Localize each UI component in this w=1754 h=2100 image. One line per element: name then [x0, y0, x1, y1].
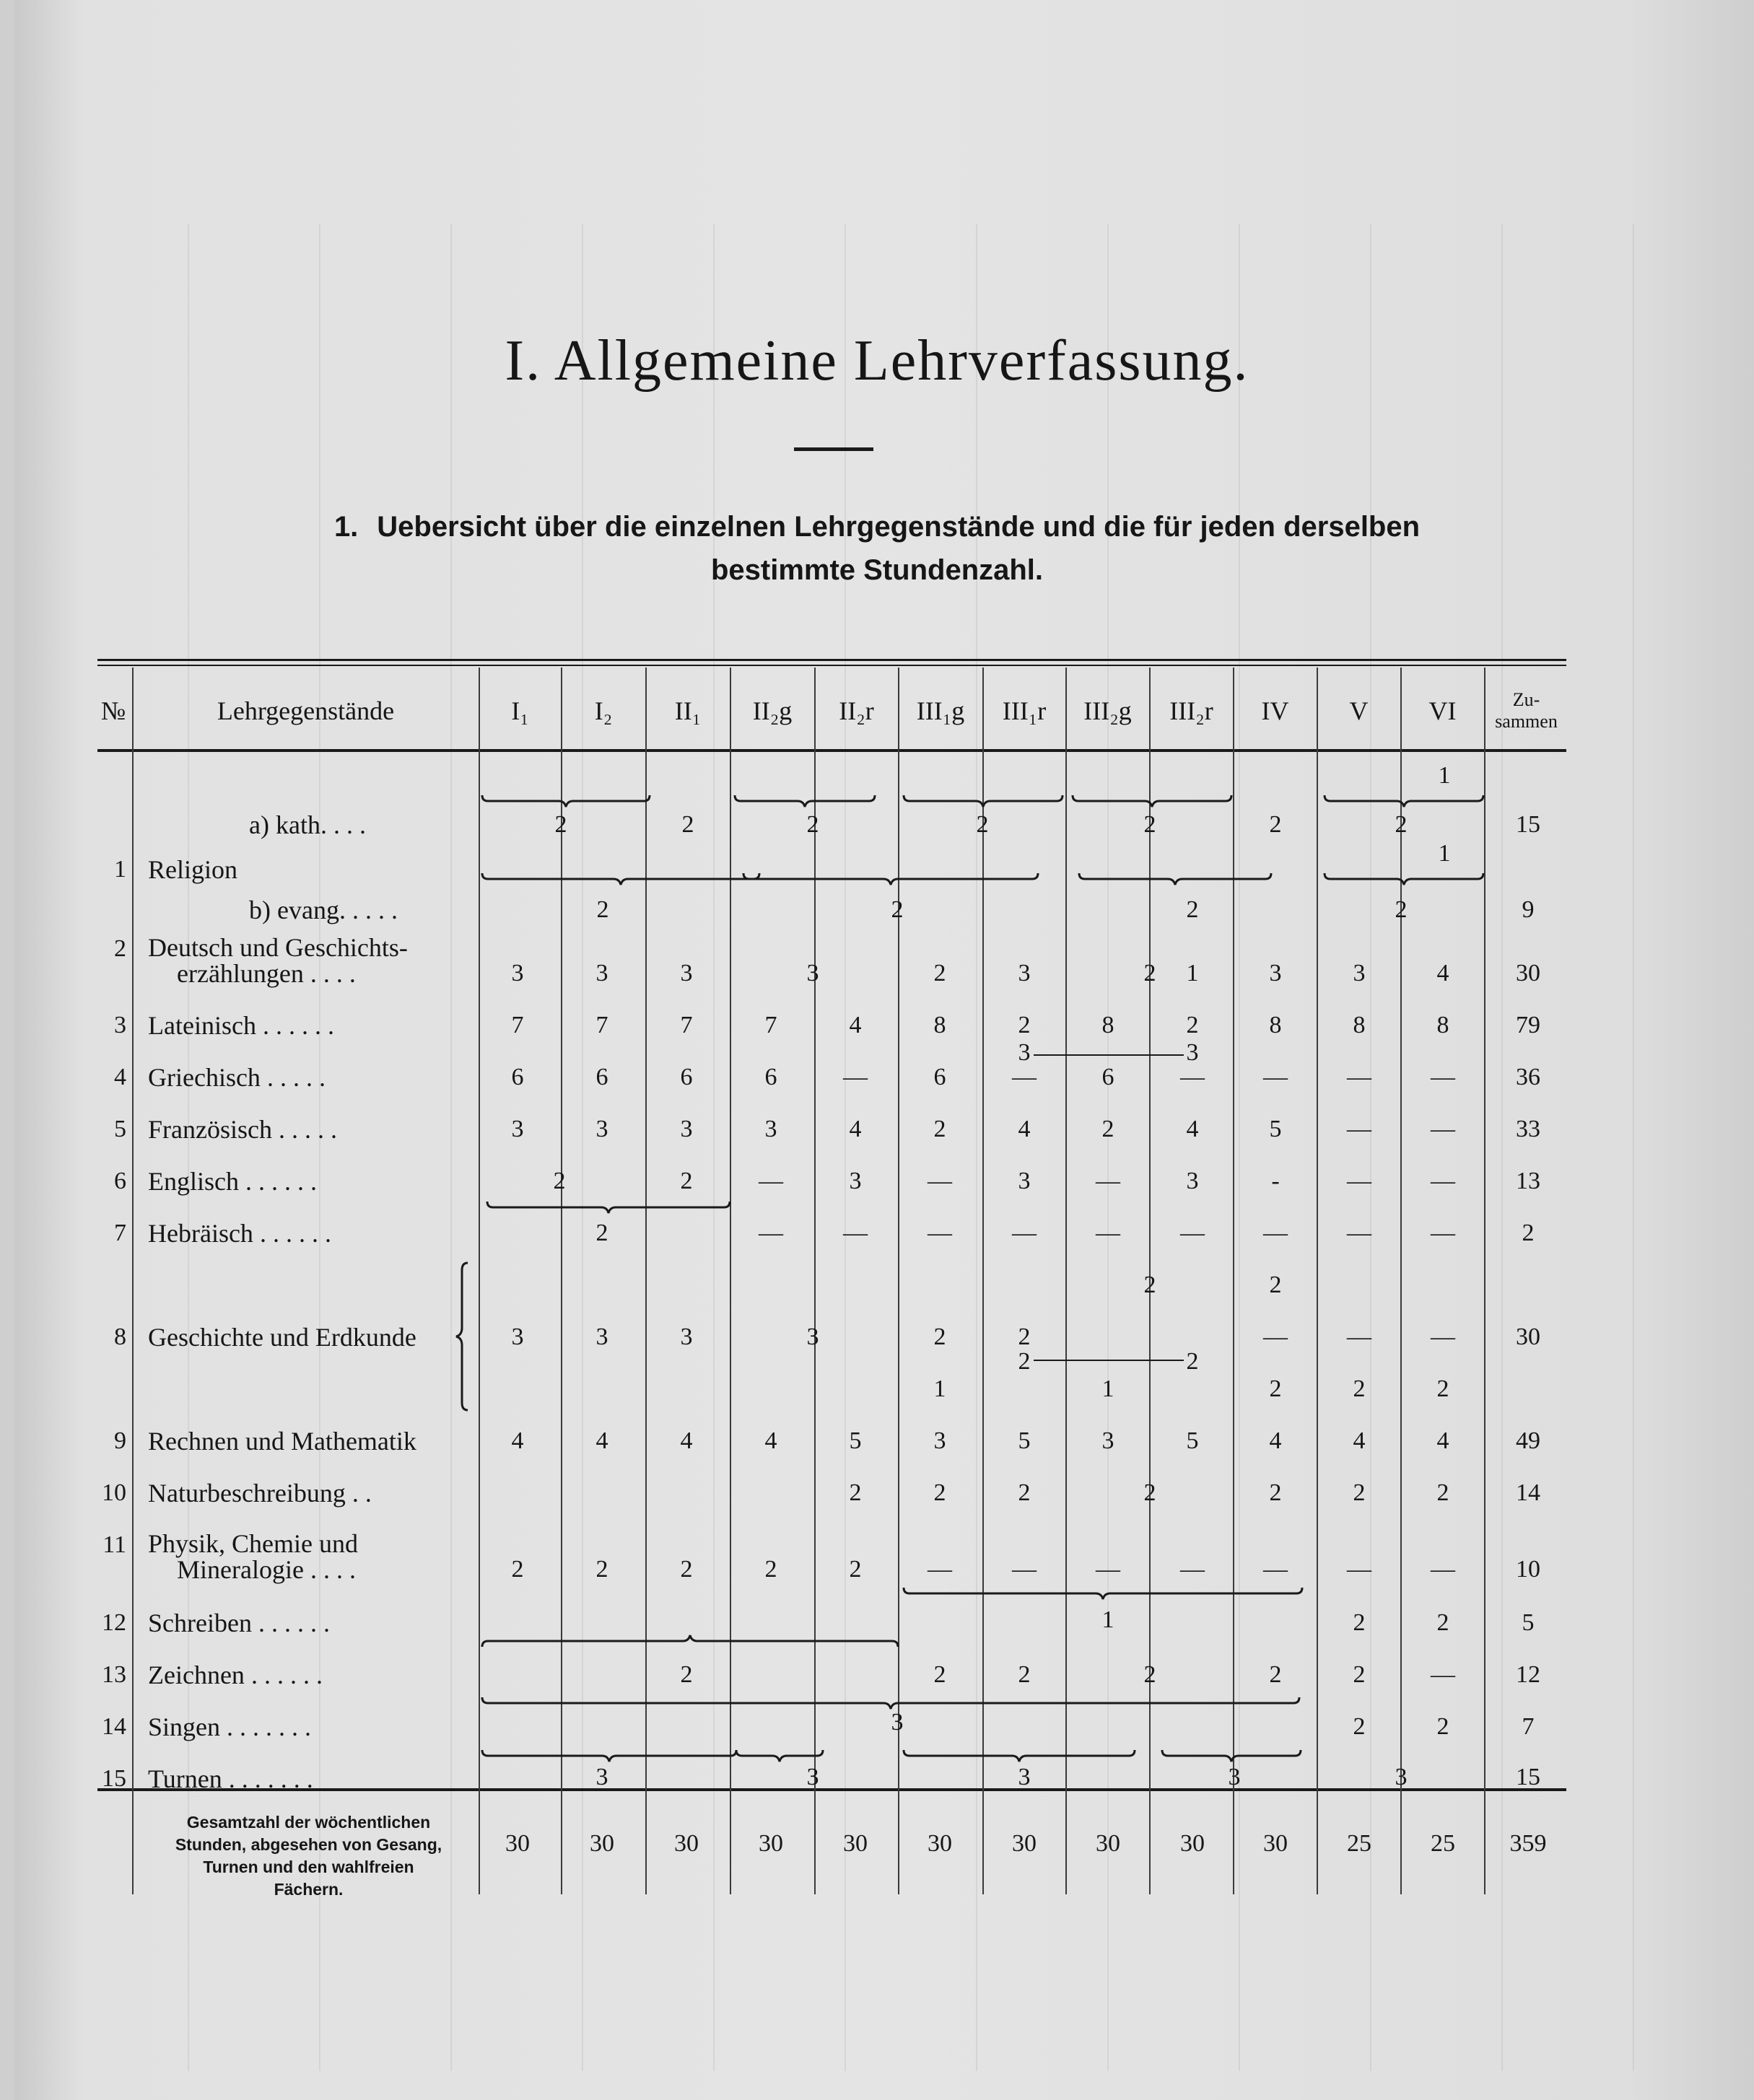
column-rule [645, 668, 647, 1894]
header-class-II2g: II₂g [752, 696, 793, 725]
cell-griech-II2g: 6 [764, 1064, 777, 1090]
cell-latein-III2g: 8 [1101, 1012, 1114, 1038]
column-rule [132, 668, 134, 1894]
cell-griech-III1g: 6 [933, 1064, 946, 1090]
cell-deutsch-III2g: 2 [1143, 960, 1156, 986]
header-class-III1g: III₁g [916, 696, 965, 725]
cell-hebr-II2g: — [759, 1220, 783, 1246]
cell-engl-II1: 2 [680, 1168, 693, 1194]
table-top-rule [97, 659, 1566, 661]
cell-evang-VVI: 2 [1395, 896, 1408, 923]
cell-natur-III1g: 2 [933, 1479, 946, 1506]
column-rule [1233, 668, 1234, 1894]
cell-turnen-III2: 3 [1228, 1764, 1241, 1790]
row-name: Lateinisch . . . . . . [148, 1011, 334, 1040]
cell-natur-IV: 2 [1269, 1479, 1282, 1506]
cell-hebr-II2r: — [843, 1220, 868, 1246]
total-III1r: 30 [1012, 1830, 1037, 1857]
cell-kath-IV: 2 [1269, 811, 1282, 838]
cell-hebr-IV: — [1263, 1220, 1288, 1246]
cell-engl-total: 13 [1516, 1168, 1540, 1194]
cell-franz-II1: 3 [680, 1116, 693, 1142]
row-number: 5 [114, 1116, 126, 1142]
cell-physik-total: 10 [1516, 1556, 1540, 1583]
cell-franz-total: 33 [1516, 1116, 1540, 1142]
total-V: 25 [1347, 1830, 1371, 1857]
total-III1g: 30 [928, 1830, 952, 1857]
cell-math-III1r: 5 [1018, 1427, 1031, 1454]
cell-gesch-II2: 3 [806, 1324, 819, 1350]
cell-griech-III1r: — [1012, 1064, 1037, 1090]
cell-franz-II2g: 3 [764, 1116, 777, 1142]
cell-latein-III2r: 2 [1186, 1012, 1199, 1038]
cell-math-V: 4 [1353, 1427, 1366, 1454]
cell-deutsch-V: 3 [1353, 960, 1366, 986]
cell-physik-III2r: — [1180, 1556, 1205, 1583]
total-III2g: 30 [1096, 1830, 1120, 1857]
cell-schreib-VI: 2 [1436, 1609, 1449, 1636]
row-name: Griechisch . . . . . [148, 1063, 326, 1092]
row-number: 11 [102, 1531, 126, 1558]
cell-griech-V: — [1347, 1064, 1371, 1090]
cell-physik-I1: 2 [511, 1556, 524, 1583]
row-name: Naturbeschreibung . . [148, 1479, 372, 1508]
cell-griech-I2: 6 [595, 1064, 608, 1090]
cell-engl-I: 2 [553, 1168, 566, 1194]
cell-deutsch-II1: 3 [680, 960, 693, 986]
cell-latein-IV: 8 [1269, 1012, 1282, 1038]
cell-natur-total: 14 [1516, 1479, 1540, 1506]
caption-number: 1. [333, 511, 359, 543]
cell-griech-IV: — [1263, 1064, 1288, 1090]
religion-evang-label: b) evang. . . . . [249, 896, 398, 924]
cell-zeichn-total: 12 [1516, 1661, 1540, 1688]
cell-kath-total: 15 [1516, 811, 1540, 838]
cell-physik-III2g: — [1096, 1556, 1120, 1583]
cell-engl-III1g: — [928, 1168, 952, 1194]
cell-math-I1: 4 [511, 1427, 524, 1454]
header-class-V: V [1349, 696, 1369, 725]
cell-kath-II1: 2 [681, 811, 694, 838]
header-total [1485, 689, 1568, 732]
row-number: 10 [102, 1479, 126, 1506]
cell-deutsch-IV: 3 [1269, 960, 1282, 986]
cell-schreib-III: 1 [1101, 1606, 1114, 1633]
cell-engl-III1r: 3 [1018, 1168, 1031, 1194]
header-class-III2g: III₂g [1083, 696, 1132, 725]
cell-math-total: 49 [1516, 1427, 1540, 1454]
cell-engl-VI: — [1431, 1168, 1455, 1194]
cell-latein-III1g: 8 [933, 1012, 946, 1038]
cell-kath-VI-bottom: 1 [1438, 840, 1451, 867]
cell-zeichn-I-II: 2 [680, 1661, 693, 1688]
cell-math-III1g: 3 [933, 1427, 946, 1454]
cell-latein-extra-III2r: 3 [1186, 1039, 1199, 1066]
cell-gesch-III2r-b: 2 [1186, 1348, 1199, 1375]
cell-franz-V: — [1347, 1116, 1371, 1142]
row-name: Rechnen und Mathematik [148, 1427, 416, 1456]
cell-hebr-total: 2 [1522, 1220, 1535, 1246]
row-name-cont: erzählungen . . . . [177, 959, 356, 988]
cell-franz-III1g: 2 [933, 1116, 946, 1142]
column-rule [1065, 668, 1067, 1894]
cell-deutsch-II2: 3 [806, 960, 819, 986]
cell-kath-III1: 2 [976, 811, 989, 838]
cell-kath-VI-top: 1 [1438, 762, 1451, 789]
cell-gesch-upper-IV: 2 [1269, 1272, 1282, 1298]
row-name: Schreiben . . . . . . [148, 1609, 330, 1637]
row-name: Geschichte und Erdkunde [148, 1323, 416, 1352]
cell-gesch-V: — [1347, 1324, 1371, 1350]
column-rule [479, 668, 480, 1894]
cell-singen-total: 7 [1522, 1713, 1535, 1740]
row-number: 3 [114, 1012, 126, 1038]
header-bottom-rule [97, 749, 1566, 752]
cell-hebr-III1g: — [928, 1220, 952, 1246]
row-number: 6 [114, 1168, 126, 1194]
total-grand: 359 [1509, 1830, 1547, 1857]
cell-engl-II2r: 3 [849, 1168, 862, 1194]
cell-latein-I2: 7 [595, 1012, 608, 1038]
cell-turnen-total: 15 [1516, 1764, 1540, 1790]
cell-franz-III2g: 2 [1101, 1116, 1114, 1142]
table-top-rule-inner [97, 665, 1566, 666]
title-rule [794, 447, 873, 451]
cell-latein-VI: 8 [1436, 1012, 1449, 1038]
cell-physik-II2r: 2 [849, 1556, 862, 1583]
cell-kath-III2: 2 [1143, 811, 1156, 838]
caption-line-2: bestimmte Stundenzahl. [710, 554, 1044, 586]
cell-zeichn-III1g: 2 [933, 1661, 946, 1688]
column-rule [814, 668, 816, 1894]
cell-gesch-lower-III2g: 1 [1101, 1375, 1114, 1402]
cell-singen-V: 2 [1353, 1713, 1366, 1740]
cell-math-III2g: 3 [1101, 1427, 1114, 1454]
cell-latein-extra-III1r: 3 [1018, 1039, 1031, 1066]
cell-gesch-upper-III2r: 2 [1143, 1272, 1156, 1298]
header-class-I2: I₂ [594, 696, 613, 725]
column-rule [1400, 668, 1402, 1894]
row-number: 4 [114, 1064, 126, 1090]
header-class-II2r: II₂r [839, 696, 874, 725]
bleed-through-texture [58, 224, 1718, 2071]
cell-franz-III2r: 4 [1186, 1116, 1199, 1142]
cell-physik-III1g: — [928, 1556, 952, 1583]
cell-math-VI: 4 [1436, 1427, 1449, 1454]
cell-deutsch-III1g: 2 [933, 960, 946, 986]
header-class-I1: I₁ [511, 696, 529, 725]
row-number: 15 [102, 1765, 126, 1792]
cell-deutsch-I2: 3 [595, 960, 608, 986]
cell-turnen-II: 3 [806, 1764, 819, 1790]
cell-engl-III2g: — [1096, 1168, 1120, 1194]
cell-griech-III2g: 6 [1101, 1064, 1114, 1090]
cell-griech-III2r: — [1180, 1064, 1205, 1090]
row-number: 7 [114, 1220, 126, 1246]
cell-natur-II2r: 2 [849, 1479, 862, 1506]
cell-math-II2g: 4 [764, 1427, 777, 1454]
header-class-II1: II₁ [674, 696, 702, 725]
cell-engl-II2g: — [759, 1168, 783, 1194]
header-subject: Lehrgegenstände [217, 696, 395, 725]
header-class-VI: VI [1428, 696, 1457, 725]
cell-evang-I: 2 [596, 896, 609, 923]
cell-gesch-lower-V: 2 [1353, 1375, 1366, 1402]
cell-hebr-III2r: — [1180, 1220, 1205, 1246]
row-name: Deutsch und Geschichts- [148, 933, 408, 962]
table-caption [0, 505, 1754, 592]
cell-natur-V: 2 [1353, 1479, 1366, 1506]
cell-evang-III2: 2 [1186, 896, 1199, 923]
cell-franz-VI: — [1431, 1116, 1455, 1142]
cell-griech-I1: 6 [511, 1064, 524, 1090]
total-VI: 25 [1431, 1830, 1455, 1857]
total-II1: 30 [674, 1830, 699, 1857]
cell-griech-total: 36 [1516, 1064, 1540, 1090]
total-I1: 30 [505, 1830, 530, 1857]
cell-deutsch-III2r: 1 [1186, 960, 1199, 986]
column-rule [1484, 668, 1485, 1894]
cell-hebr-VI: — [1431, 1220, 1455, 1246]
cell-turnen-III1: 3 [1018, 1764, 1031, 1790]
cell-latein-II2g: 7 [764, 1012, 777, 1038]
row-number: 9 [114, 1427, 126, 1454]
cell-latein-total: 79 [1516, 1012, 1540, 1038]
cell-gesch-I2: 3 [595, 1324, 608, 1350]
cell-evang-II: 2 [891, 896, 904, 923]
row-name: Zeichnen . . . . . . [148, 1661, 323, 1689]
cell-turnen-I: 3 [595, 1764, 608, 1790]
cell-math-II1: 4 [680, 1427, 693, 1454]
cell-gesch-III1r-b: 2 [1018, 1348, 1031, 1375]
cell-deutsch-I1: 3 [511, 960, 524, 986]
cell-kath-I: 2 [554, 811, 567, 838]
cell-zeichn-VI: — [1431, 1661, 1455, 1688]
column-rule [561, 668, 562, 1894]
cell-engl-V: — [1347, 1168, 1371, 1194]
cell-franz-IV: 5 [1269, 1116, 1282, 1142]
cell-gesch-VI: — [1431, 1324, 1455, 1350]
total-II2r: 30 [843, 1830, 868, 1857]
cell-kath-II: 2 [806, 811, 819, 838]
row-name: Hebräisch . . . . . . [148, 1219, 331, 1248]
cell-math-IV: 4 [1269, 1427, 1282, 1454]
cell-latein-II1: 7 [680, 1012, 693, 1038]
cell-engl-IV: - [1271, 1168, 1280, 1194]
cell-hebr-III2g: — [1096, 1220, 1120, 1246]
page-title: I. Allgemeine Lehrverfassung. [505, 329, 1249, 393]
header-total-line-1: Zu- [1512, 689, 1540, 710]
cell-physik-VI: — [1431, 1556, 1455, 1583]
cell-physik-I2: 2 [595, 1556, 608, 1583]
row-name: Singen . . . . . . . [148, 1712, 312, 1741]
cell-gesch-lower-III1g: 1 [933, 1375, 946, 1402]
cell-deutsch-VI: 4 [1436, 960, 1449, 986]
cell-latein-I1: 7 [511, 1012, 524, 1038]
cell-schreib-V: 2 [1353, 1609, 1366, 1636]
cell-math-I2: 4 [595, 1427, 608, 1454]
cell-gesch-I1: 3 [511, 1324, 524, 1350]
cell-latein-III1r: 2 [1018, 1012, 1031, 1038]
header-class-III1r: III₁r [1002, 696, 1047, 725]
cell-singen-I-IV: 3 [891, 1709, 904, 1736]
cell-physik-II2g: 2 [764, 1556, 777, 1583]
cell-gesch-II1: 3 [680, 1324, 693, 1350]
cell-deutsch-III1r: 3 [1018, 960, 1031, 986]
cell-gesch-IV: — [1263, 1324, 1288, 1350]
column-rule [730, 668, 731, 1894]
row-number: 12 [102, 1609, 126, 1636]
cell-singen-VI: 2 [1436, 1713, 1449, 1740]
header-class-IV: IV [1261, 696, 1289, 725]
total-II2g: 30 [759, 1830, 783, 1857]
caption-line-1: Uebersicht über die einzelnen Lehrgegenstände und die für jeden derselben [377, 511, 1421, 543]
total-IV: 30 [1263, 1830, 1288, 1857]
column-rule [1317, 668, 1318, 1894]
row-name: Physik, Chemie und [148, 1529, 359, 1558]
cell-natur-III2: 2 [1143, 1479, 1156, 1506]
cell-gesch-III1r: 2 [1018, 1324, 1031, 1350]
cell-latein-II2r: 4 [849, 1012, 862, 1038]
cell-franz-III1r: 4 [1018, 1116, 1031, 1142]
cell-physik-III1r: — [1012, 1556, 1037, 1583]
cell-griech-VI: — [1431, 1064, 1455, 1090]
cell-kath-VVI: 2 [1395, 811, 1408, 838]
religion-label: Religion [148, 855, 237, 884]
cell-physik-V: — [1347, 1556, 1371, 1583]
column-rule [982, 668, 984, 1894]
cell-physik-IV: — [1263, 1556, 1288, 1583]
row-name: Französisch . . . . . [148, 1115, 337, 1144]
cell-gesch-total: 30 [1516, 1324, 1540, 1350]
cell-natur-III1r: 2 [1018, 1479, 1031, 1506]
total-III2r: 30 [1180, 1830, 1205, 1857]
row-name-cont: Mineralogie . . . . [177, 1555, 356, 1584]
cell-zeichn-IV: 2 [1269, 1661, 1282, 1688]
row-number: 13 [102, 1661, 126, 1688]
cell-engl-III2r: 3 [1186, 1168, 1199, 1194]
cell-griech-II2r: — [843, 1064, 868, 1090]
cell-math-II2r: 5 [849, 1427, 862, 1454]
cell-physik-II1: 2 [680, 1556, 693, 1583]
cell-franz-II2r: 4 [849, 1116, 862, 1142]
cell-math-III2r: 5 [1186, 1427, 1199, 1454]
total-I2: 30 [590, 1830, 614, 1857]
cell-hebr-V: — [1347, 1220, 1371, 1246]
cell-hebr-III1r: — [1012, 1220, 1037, 1246]
row-number: 2 [114, 935, 126, 962]
cell-zeichn-III2: 2 [1143, 1661, 1156, 1688]
cell-zeichn-V: 2 [1353, 1661, 1366, 1688]
cell-evang-total: 9 [1522, 896, 1535, 923]
row-number: 14 [102, 1713, 126, 1740]
cell-schreib-total: 5 [1522, 1609, 1535, 1636]
row-number: 1 [114, 856, 126, 883]
cell-gesch-lower-VI: 2 [1436, 1375, 1449, 1402]
header-total-line-2: sammen [1495, 711, 1558, 732]
cell-hebr-I: 2 [595, 1220, 608, 1246]
row-name: Englisch . . . . . . [148, 1167, 317, 1196]
religion-kath-label: a) kath. . . . [249, 810, 366, 839]
cell-latein-V: 8 [1353, 1012, 1366, 1038]
totals-note: Gesamtzahl der wöchentlichen Stunden, abgesehen von Gesang, Turnen und den wahlfreien Fächern. [175, 1813, 442, 1899]
cell-zeichn-III1r: 2 [1018, 1661, 1031, 1688]
cell-franz-I1: 3 [511, 1116, 524, 1142]
cell-turnen-V-VI: 3 [1395, 1764, 1408, 1790]
cell-natur-VI: 2 [1436, 1479, 1449, 1506]
header-class-III2r: III₂r [1169, 696, 1213, 725]
cell-franz-I2: 3 [595, 1116, 608, 1142]
row-number: 8 [114, 1324, 126, 1350]
cell-deutsch-total: 30 [1516, 960, 1540, 986]
row-name: Turnen . . . . . . . [148, 1764, 313, 1793]
cell-gesch-lower-IV: 2 [1269, 1375, 1282, 1402]
header-nr: № [100, 696, 126, 725]
cell-griech-II1: 6 [680, 1064, 693, 1090]
cell-gesch-III1g: 2 [933, 1324, 946, 1350]
